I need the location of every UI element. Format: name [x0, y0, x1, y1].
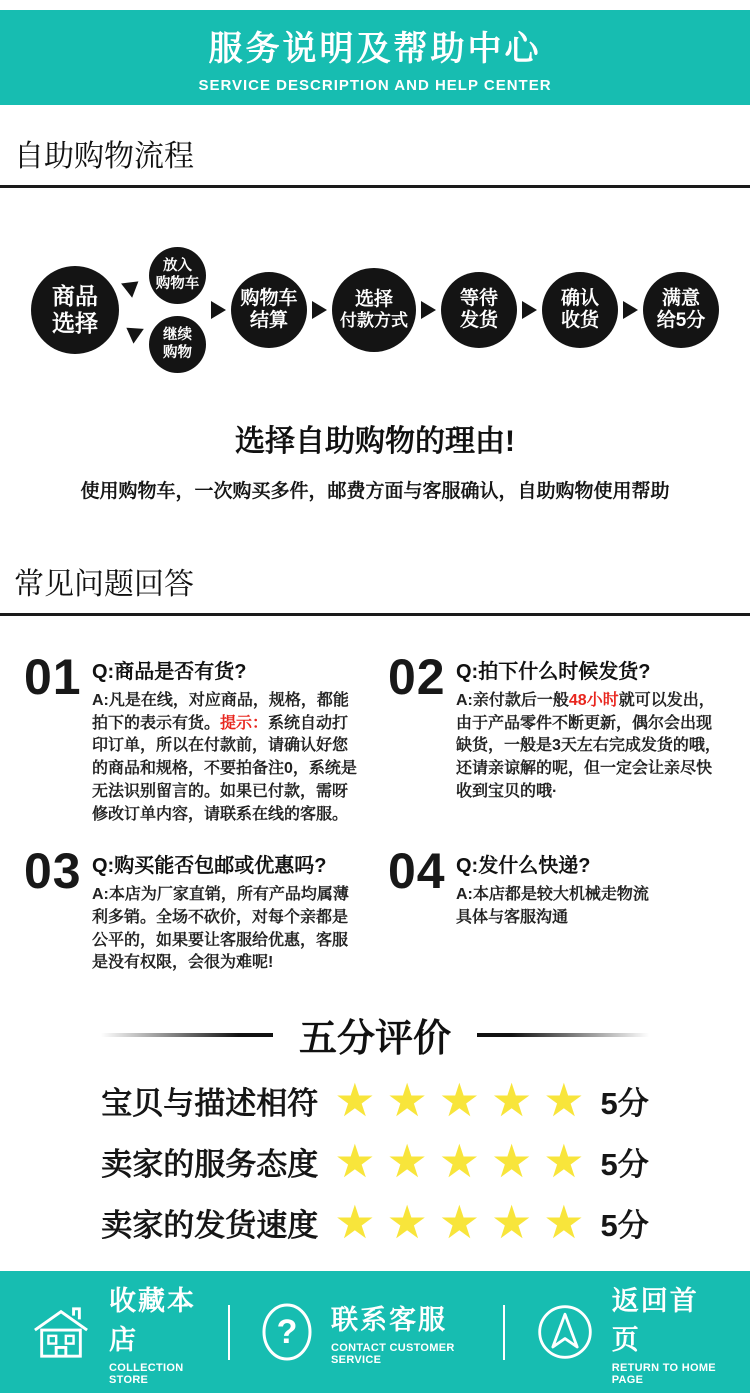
reason-title: 选择自助购物的理由!	[235, 425, 515, 458]
rating-score: 5分	[600, 1147, 649, 1183]
faq-tip-label: 提示：	[220, 714, 269, 732]
star-icon: ★	[438, 1073, 480, 1126]
flow-branch	[124, 247, 206, 373]
star-icon: ★	[386, 1195, 428, 1248]
faq-number: 02	[388, 649, 446, 705]
house-icon	[30, 1303, 92, 1361]
flow-step-label: 收货	[560, 310, 599, 331]
flow-step-give-5-points	[643, 272, 719, 348]
footer-item-sublabel: CONTACT CUSTOMER SERVICE	[331, 1342, 455, 1367]
five-star-icons	[334, 1195, 585, 1248]
flow-step-label: 确认	[560, 287, 599, 309]
faq-answer-text: A:本店都是较大机械走物流	[456, 886, 649, 904]
faq-tip-text: 系统自动打印订单，所以在付款前，请确认好您的商品和规格，不要拍备注0，系统是无法识别留言的。如果已付款，需呀修改订单内容，请联系在线的客服。	[92, 714, 357, 823]
rating-row-description-match	[0, 1073, 750, 1126]
faq-number: 01	[24, 649, 82, 705]
contact-service-button[interactable]	[230, 1298, 503, 1366]
header-banner	[0, 10, 750, 105]
faq-question: Q:发什么快递?	[456, 855, 591, 878]
rating-title: 五分评价	[298, 1018, 451, 1061]
footer-item-label: 返回首页	[611, 1285, 699, 1355]
footer-item-label: 收藏本店	[109, 1285, 196, 1355]
decorative-line-left	[101, 1033, 273, 1037]
flow-step-continue-shopping	[149, 316, 206, 373]
star-icon: ★	[334, 1195, 376, 1248]
process-flow-diagram	[0, 230, 750, 390]
faq-answer	[456, 690, 726, 804]
flow-step-label: 购物车	[240, 287, 298, 309]
footer-item-text	[331, 1298, 473, 1366]
faq-question: Q:拍下什么时候发货?	[456, 661, 651, 683]
flow-step-label: 购物	[163, 344, 192, 361]
rating-label: 卖家的服务态度	[101, 1147, 319, 1183]
faq-answer-highlight: 48小时	[568, 692, 619, 709]
faq-body	[456, 846, 726, 975]
faq-answer-text: A:亲付款后一般	[456, 692, 569, 709]
faq-item-4	[388, 843, 726, 975]
flow-step-cart-checkout	[231, 272, 307, 348]
faq-question: Q:商品是否有货?	[92, 661, 247, 683]
faq-answer	[456, 884, 726, 929]
collect-store-button[interactable]	[0, 1279, 228, 1386]
star-icon: ★	[386, 1073, 428, 1126]
faq-item-3	[24, 843, 362, 975]
footer-bar	[0, 1271, 750, 1393]
faq-item-1	[24, 649, 362, 826]
faq-answer-text: 就可以发出，由于产品零件不断更新，偶尔会出现缺货，一般是3天左右完成发货的哦，还请亲谅解的呢，但一定会让亲尽快收到宝贝的哦·	[456, 692, 721, 800]
star-icon: ★	[334, 1134, 376, 1187]
flow-step-label: 选择	[354, 288, 393, 310]
arrow-right-icon	[312, 301, 327, 319]
navigation-arrow-icon	[535, 1302, 595, 1362]
flow-step-label: 继续	[163, 327, 192, 344]
star-icon: ★	[334, 1073, 376, 1126]
faq-number: 04	[388, 843, 446, 900]
flow-step-label: 等待	[459, 287, 498, 309]
flow-step-label: 购物车	[155, 275, 200, 292]
star-icon: ★	[543, 1195, 585, 1248]
star-icon: ★	[543, 1134, 585, 1187]
svg-text:?: ?	[276, 1313, 298, 1352]
footer-item-text	[612, 1279, 720, 1386]
star-icon: ★	[438, 1134, 480, 1187]
reason-description: 使用购物车，一次购买多件，邮费方面与客服确认，自助购物使用帮助	[80, 481, 670, 502]
page-subtitle: SERVICE DESCRIPTION AND HELP CENTER	[198, 77, 552, 94]
faq-grid	[0, 616, 750, 981]
star-icon: ★	[386, 1134, 428, 1187]
star-icon: ★	[543, 1073, 585, 1126]
flow-step-confirm-receipt	[542, 272, 618, 348]
arrow-down-left-icon	[121, 320, 144, 343]
footer-item-label: 联系客服	[331, 1305, 448, 1336]
flow-step-label: 满意	[661, 287, 700, 309]
faq-question: Q:购买能否包邮或优惠吗?	[92, 855, 327, 878]
rating-heading	[0, 1007, 750, 1062]
flow-step-select-product	[31, 266, 119, 354]
faq-answer: A:本店为厂家直销，所有产品均属薄利多销。全场不砍价，对每个亲都是公平的，如果要让客服给优惠，客服是没有权限，会很为难呢!	[92, 886, 349, 972]
rating-label: 宝贝与描述相符	[101, 1086, 319, 1122]
star-icon: ★	[491, 1073, 533, 1126]
footer-item-sublabel: COLLECTION STORE	[109, 1361, 184, 1386]
flow-step-label: 选择	[52, 310, 98, 336]
faq-body	[92, 652, 362, 826]
faq-answer-text: 具体与客服沟通	[456, 909, 569, 927]
flow-step-label: 发货	[459, 310, 498, 331]
flow-step-wait-shipment	[441, 272, 517, 348]
flow-step-label: 商品	[52, 282, 98, 309]
rating-row-shipping-speed	[0, 1195, 750, 1248]
arrow-right-icon	[211, 301, 226, 319]
star-icon: ★	[491, 1195, 533, 1248]
flow-step-label: 放入	[163, 258, 192, 275]
faq-body	[456, 652, 726, 826]
return-home-button[interactable]	[505, 1279, 750, 1386]
rating-score: 5分	[600, 1208, 649, 1244]
faq-answer	[92, 690, 362, 826]
question-mark-icon	[260, 1301, 314, 1363]
flow-step-choose-payment	[332, 268, 416, 352]
flow-step-label: 给5分	[656, 310, 706, 331]
arrow-right-icon	[522, 301, 537, 319]
faq-number: 03	[24, 843, 82, 900]
flow-step-label: 付款方式	[340, 311, 408, 331]
rating-score: 5分	[600, 1086, 649, 1122]
flow-step-add-to-cart	[149, 247, 206, 304]
arrow-right-icon	[421, 301, 436, 319]
arrow-up-right-icon	[121, 274, 144, 297]
rating-row-service-attitude	[0, 1134, 750, 1187]
decorative-line-right	[477, 1033, 649, 1037]
footer-item-sublabel: RETURN TO HOME PAGE	[611, 1361, 716, 1386]
footer-item-text	[109, 1279, 198, 1386]
section-title-faq: 常见问题回答	[0, 533, 750, 616]
arrow-right-icon	[623, 301, 638, 319]
faq-answer-text: A:凡是在线，对应商品，规格，都能拍下的表示有货。	[92, 692, 349, 732]
page-title: 服务说明及帮助中心	[208, 30, 542, 68]
five-star-icons	[334, 1134, 585, 1187]
rating-label: 卖家的发货速度	[101, 1208, 319, 1244]
section-title-process: 自助购物流程	[0, 105, 750, 188]
five-star-icons	[334, 1073, 585, 1126]
faq-item-2	[388, 649, 726, 826]
flow-step-label: 结算	[249, 310, 288, 331]
star-icon: ★	[491, 1134, 533, 1187]
star-icon: ★	[438, 1195, 480, 1248]
top-white-strip	[0, 0, 750, 10]
faq-body	[92, 846, 362, 975]
